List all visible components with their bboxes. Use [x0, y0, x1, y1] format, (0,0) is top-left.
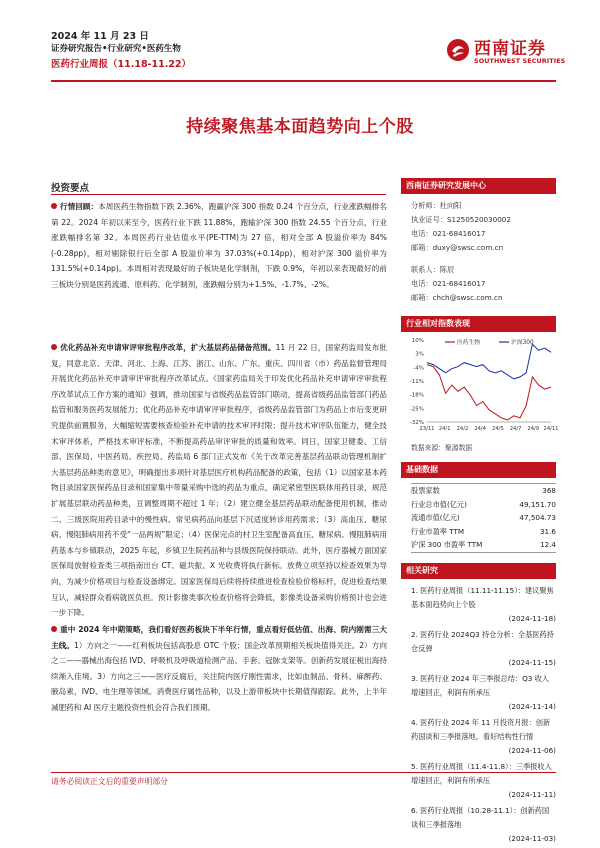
x-tick-label: 24/4 — [474, 426, 486, 432]
bullet-dot-icon — [51, 626, 57, 632]
related-research-item[interactable] — [411, 760, 556, 802]
report-title: 持续聚焦基本面趋势向上个股 — [186, 117, 414, 137]
bullet-heading: 行情回顾： — [60, 202, 99, 211]
basic-data-label: 行业总市值(亿元) — [411, 499, 467, 509]
logo-mark-icon — [446, 38, 470, 62]
basic-data-value: 31.6 — [539, 526, 556, 536]
bullet-market-review — [51, 199, 387, 293]
y-tick-label: 10% — [411, 338, 424, 344]
basic-data-label: 行业市盈率 TTM — [411, 526, 465, 536]
basic-data-row — [411, 511, 556, 525]
contact-phone: 电话：021-68416017 — [411, 279, 486, 288]
bullet-dot-icon — [51, 344, 57, 350]
related-research-date: (2024-11-14) — [508, 702, 556, 711]
basic-data-row — [411, 498, 556, 512]
related-research-title: 6. 医药行业周报（10.28-11.1）：创新药国谈和三季报落地 — [411, 806, 550, 829]
chart-header: 行业相对指数表现 — [401, 316, 556, 332]
company-logo — [446, 34, 566, 74]
basic-data-value: 368 — [542, 486, 556, 495]
basic-data-value: 49,151.70 — [519, 499, 556, 509]
related-research-title: 1. 医药行业周报（11.11-11.15）：建议聚焦基本面趋势向上个股 — [411, 586, 554, 609]
y-tick-label: -25% — [409, 406, 424, 413]
related-research-date: (2024-11-18) — [508, 614, 556, 623]
related-research-list — [411, 584, 556, 848]
legend-label: 沪深300 — [511, 340, 534, 346]
basic-data-label: 股票家数 — [411, 486, 440, 495]
bullet-policy — [51, 340, 387, 621]
y-tick-label: -4% — [413, 365, 424, 372]
basic-data-header: 基础数据 — [401, 462, 556, 478]
chart-source: 数据来源：聚源数据 — [411, 444, 473, 452]
header-divider — [51, 80, 556, 82]
x-tick-label: 24/2 — [456, 426, 469, 432]
basic-data-table — [411, 483, 556, 553]
bullet-heading: 重中 2024 年中期策略，我们看好医药板块下半年行情，重点看好低估值、出海、院内刚需三大主线。 — [51, 625, 387, 650]
related-research-item[interactable] — [411, 672, 556, 714]
x-tick-label: 24/7 — [509, 426, 522, 432]
bullet-heading: 优化药品补充申请审评审批程序改革，扩大基层药品储备范围。 — [60, 343, 276, 352]
y-tick-label: -11% — [409, 379, 424, 385]
report-date: 2024 年 11 月 23 日 — [51, 31, 149, 42]
team-header: 西南证券研究发展中心 — [401, 178, 556, 194]
series-line-csi300 — [427, 344, 551, 379]
bullet-text: 本周医药生物指数下跌 2.36%，跑赢沪深 300 指数 0.24 个百分点，行业涨跌幅排名第 22。2024 年初以来至今，医药行业下跌 11.88%，跑输沪深 300 指数 24.55 个百分点，行业涨跌幅排名第 32。本周医药行业估值水平(PE-TTM)为 27 倍，相对全部 A 股溢价率为 84%(-0.28pp)，相对剔除银行后全部 A 股溢价率为 37.03%(+0.14pp)，相对沪深 300 溢价率为 131.5%(+0.14pp)。本周相对表现最好的子板块是化学制剂，下跌 0.9%，年初以来表现最好的前三板块分别是医药流通、原料药、化学制剂，涨跌幅分别为+1.5%、-1.7%、-2%。 — [51, 202, 388, 289]
basic-data-row — [411, 483, 556, 498]
y-tick-label: -18% — [409, 392, 424, 399]
related-research-date: (2024-11-11) — [508, 790, 556, 799]
bullet-strategy — [51, 622, 387, 716]
basic-data-row — [411, 538, 556, 553]
footer-disclaimer: 请务必阅读正文后的重要声明部分 — [51, 777, 168, 786]
related-research-title: 5. 医药行业周报（11.4-11.8）：三季报收入增速回正，利润有所承压 — [411, 762, 552, 785]
related-research-item[interactable] — [411, 804, 556, 846]
logo-text-en: SOUTHWEST SECURITIES — [474, 57, 566, 65]
analyst-cert: 执业证号：S1250520030002 — [411, 215, 511, 224]
analyst-email[interactable]: 邮箱：duxy@swsc.com.cn — [411, 243, 504, 252]
basic-data-row — [411, 525, 556, 539]
basic-data-value: 12.4 — [539, 540, 556, 549]
x-tick-label: 24/11 — [543, 426, 559, 432]
related-research-date: (2024-11-06) — [508, 746, 556, 755]
report-name: 医药行业周报（11.18-11.22） — [51, 59, 192, 70]
analyst-phone: 电话：021-68416017 — [411, 229, 486, 238]
x-tick-label: 24/9 — [527, 426, 540, 432]
related-research-title: 2. 医药行业 2024Q3 持仓分析：全基医药持仓反弹 — [411, 630, 554, 653]
logo-text-cn: 西南证券 — [474, 39, 546, 59]
analyst-line: 分析师：杜向阳 — [411, 201, 462, 210]
related-research-title: 3. 医药行业 2024 年三季报总结：Q3 收入增速回正，利润有所承压 — [411, 674, 549, 697]
basic-data-value: 47,504.73 — [519, 513, 556, 522]
contact-line: 联系人：陈辰 — [411, 265, 455, 274]
related-research-title: 4. 医药行业 2024 年 11 月投资月报：创新药国谈和三季报落地，看好结构性行情 — [411, 718, 551, 741]
legend-label: 医药生物 — [457, 340, 481, 346]
basic-data-label: 流通市值(亿元) — [411, 513, 460, 522]
section-divider — [51, 194, 386, 195]
footer-divider — [51, 772, 556, 773]
x-tick-label: 24/5 — [492, 426, 504, 432]
related-research-date: (2024-11-03) — [508, 834, 556, 843]
section-title: 投资要点 — [51, 183, 90, 194]
related-research-item[interactable] — [411, 716, 556, 758]
relative-index-chart — [401, 334, 559, 439]
contact-email[interactable]: 邮箱：chch@swsc.com.cn — [411, 293, 503, 302]
related-research-header: 相关研究 — [401, 563, 556, 579]
related-research-date: (2024-11-15) — [508, 658, 556, 667]
x-tick-label: 23/11 — [419, 426, 435, 432]
related-research-item[interactable] — [411, 584, 556, 626]
bullet-text: 1）方向之一——红利板块包括高股息 OTC 个股；国企改革预期相关板块值得关注。2）方向之二——器械出海包括 IVD、呼吸机及呼吸道检测产品、手套、冠脉支架等。创新药发展征税出海持续渐入佳境。3）方向之三——医疗反腐后，关注院内医疗刚性需求，比如血制品、骨科、麻醉药、腋岛素，IVD、电生理等领域。消费医疗属性品种，以及上游带板块中长期值得跟踪。此外，上半年减肥药和 AI 医疗主题投资性机会符合我们预期。 — [51, 640, 387, 712]
y-tick-label: 3% — [415, 351, 424, 358]
y-tick-label: -32% — [409, 420, 424, 426]
bullet-text: 11 月 22 日，国家药监局发布批复，同意北京、天津、河北、上海、江苏、浙江、山东、广东、重庆、四川省（市）药品监督管理局开展优化药品补充申请审评审批程序改革试点。《国家药监局关于印发优化药品补充申请审评审批程序改革试点工作方案的通知》强调，推动国家与省级药品监管部门联动，提高省级药品监管部门药品监管和服务医药发展能力；优化药品补充申请审评审批程序，省级药品监管部门为药品上市后变更研究提供前置服务，大幅缩短需要核查检验补充申请的技术审评时限；提升技术审评队伍能力，健全技术审评体系，严格技术审评标准，不断提高药品审评审批的质量和效率。同日，国家卫健委、工信部、医保局、中医药局、疾控局、药监局 6 部门正式发布《关于改革完善基层药品联动管理机制扩大基层药品种类的意见》，明确提出多项针对基层医疗机构药品配备的政策，包括（1）以国家基本药物目录国家医保药品目录和国家集中带量采购中选的药品为重点，确定紧密型医联体用药目录，规范扩展基层联动药品种类，亘调整周期不超过 1 年；（2）建立健全基层药品联动配备使用机制，推动二、三级医院用药目录中的慢性病、常见病药品向基层下沉适度转诊用药需求；（3）高血压、糖尿病、慢阻肺病用药不受“一品两规”限定；（4）医保完点的村卫生室配备高血压、糖尿病、慢阻肺病用药基本与乡镇联动，2025 年起，乡镇卫生院药品种与县级医院保持联动。此外，医疗器械方面国家医保局放射检查类三项指南出台 CT、磁共振、X 光收费将执行新标。放费立项坚持以检查效果为导向，为减少价格项目与检查设备绑定。国家医保局后续将持续推进检查检验价格标杆，促进检查结果互认，减轻群众看病就医负担。预计影像类事次检查价格将会降低，影像类设备采购价格预计也会进一步下降。 — [51, 343, 387, 618]
report-category: 证券研究报告•行业研究•医药生物 — [51, 44, 181, 54]
related-research-item[interactable] — [411, 628, 556, 670]
bullet-dot-icon — [51, 203, 57, 209]
x-tick-label: 24/1 — [438, 426, 451, 432]
basic-data-label: 沪深 300 市盈率 TTM — [411, 540, 483, 549]
